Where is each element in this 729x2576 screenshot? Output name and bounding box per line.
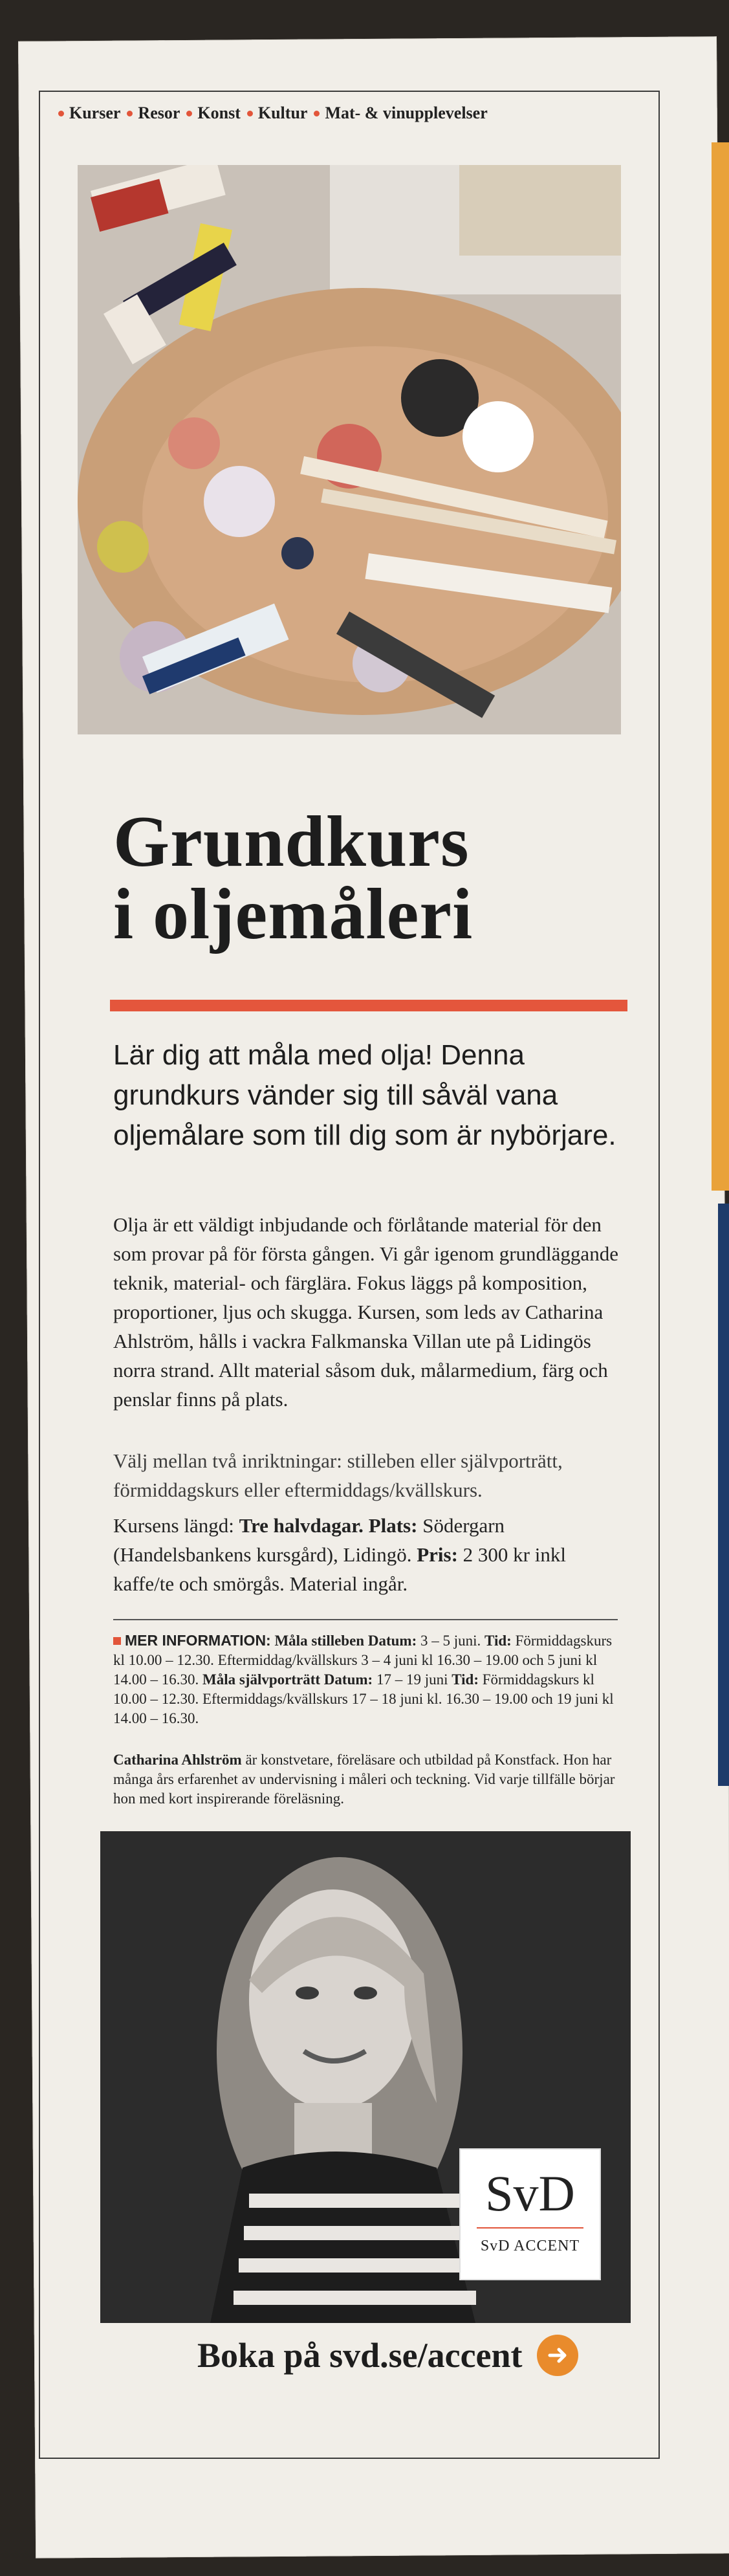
more-info-tag: MER INFORMATION: — [113, 1632, 271, 1649]
self-portrait-label: Måla självporträtt — [202, 1671, 321, 1688]
price-value: 2 300 kr inkl kaffe/te och smörgås. Material ingår. — [113, 1543, 566, 1595]
self-time-label: Tid: — [452, 1671, 479, 1688]
place-label: Plats: — [368, 1514, 418, 1537]
bullet-dot-icon — [247, 111, 253, 116]
paint-palette-photo — [78, 165, 621, 734]
bullet-dot-icon — [127, 111, 133, 116]
instructor-text: är konstvetare, föreläsare och utbildad på Konstfack. Hon har många års erfarenhet av undervisning i måleri och teckning. Vid varje tillfälle börjar hon med kort inspirerande föreläsning. — [113, 1752, 615, 1807]
headline-line1: Grundkurs — [113, 802, 470, 882]
length-value: Tre halvdagar. — [239, 1514, 364, 1537]
self-date: 17 – 19 juni — [376, 1671, 448, 1688]
arrow-right-icon[interactable] — [537, 2335, 578, 2376]
adjacent-page-strip — [712, 142, 729, 1191]
place-value: Södergarn (Handelsbankens kursgård), Lidingö. — [113, 1514, 505, 1566]
more-info — [113, 1631, 624, 1728]
nav-item-konst: Konst — [186, 104, 240, 123]
headline-line2: i oljemåleri — [113, 874, 473, 954]
bullet-dot-icon — [58, 111, 64, 116]
headline — [113, 802, 631, 954]
section-divider — [113, 1619, 618, 1620]
nav-item-mat: Mat- & vinupplevelser — [314, 104, 487, 123]
instructor-bio — [113, 1750, 624, 1809]
length-label: Kursens längd: — [113, 1514, 234, 1537]
nav-item-resor: Resor — [127, 104, 180, 123]
still-time-label: Tid: — [484, 1633, 512, 1649]
booking-link-text[interactable]: Boka på svd.se/accent — [197, 2336, 523, 2375]
still-time: Förmiddagskurs kl 10.00 – 12.30. Eftermiddag/kvällskurs 3 – 4 juni kl 16.30 – 19.00 och 5 juni kl 14.00 – 16.30. — [113, 1633, 613, 1688]
still-date: 3 – 5 juni. — [420, 1633, 481, 1649]
variants-paragraph: Välj mellan två inriktningar: stilleben eller självporträtt, förmiddagskurs eller eftermiddags/kvällskurs. — [113, 1449, 563, 1501]
nav-item-kurser: Kurser — [58, 104, 120, 123]
headline-rule — [110, 1000, 627, 1011]
logo-rule — [477, 2227, 583, 2229]
booking-cta[interactable] — [197, 2333, 650, 2378]
adjacent-page-strip-blue — [718, 1204, 729, 1786]
self-time: Förmiddagskurs kl 10.00 – 12.30. Eftermiddags/kvällskurs 17 – 18 juni kl. 16.30 – 19.00 och 19 juni kl 14.00 – 16.30. — [113, 1671, 614, 1726]
price-label: Pris: — [417, 1543, 458, 1566]
still-life-label: Måla stilleben — [274, 1633, 365, 1649]
palette-illustration — [78, 165, 621, 734]
bullet-dot-icon — [186, 111, 192, 116]
nav-item-kultur: Kultur — [247, 104, 308, 123]
still-date-label: Datum: — [367, 1633, 417, 1649]
svd-accent-logo — [459, 2148, 601, 2280]
course-details — [113, 1511, 624, 1598]
bullet-dot-icon — [314, 111, 320, 116]
body-paragraph: Olja är ett väldigt inbjudande och förlåtande material för den som provar på för första gången. Vi går igenom grundläggande teknik, material- och färglära. Fokus läggs på komposition, proportioner, ljus och skugga. Kursen, som leds av Catharina Ahlström, hålls i vackra Falkmanska Villan ute på Lidingös norra strand. Allt material såsom duk, målarmedium, färg och penslar finns på plats. — [113, 1213, 618, 1411]
instructor-name: Catharina Ahlström — [113, 1752, 242, 1768]
svd-accent-text: SvD ACCENT — [480, 2238, 580, 2254]
self-date-label: Datum: — [323, 1671, 373, 1688]
lead-paragraph: Lär dig att måla med olja! Denna grundkurs vänder sig till såväl vana oljemålare som till dig som är nybörjare. — [113, 1039, 616, 1151]
svd-logo-text: SvD — [485, 2165, 575, 2221]
category-nav — [58, 104, 640, 123]
